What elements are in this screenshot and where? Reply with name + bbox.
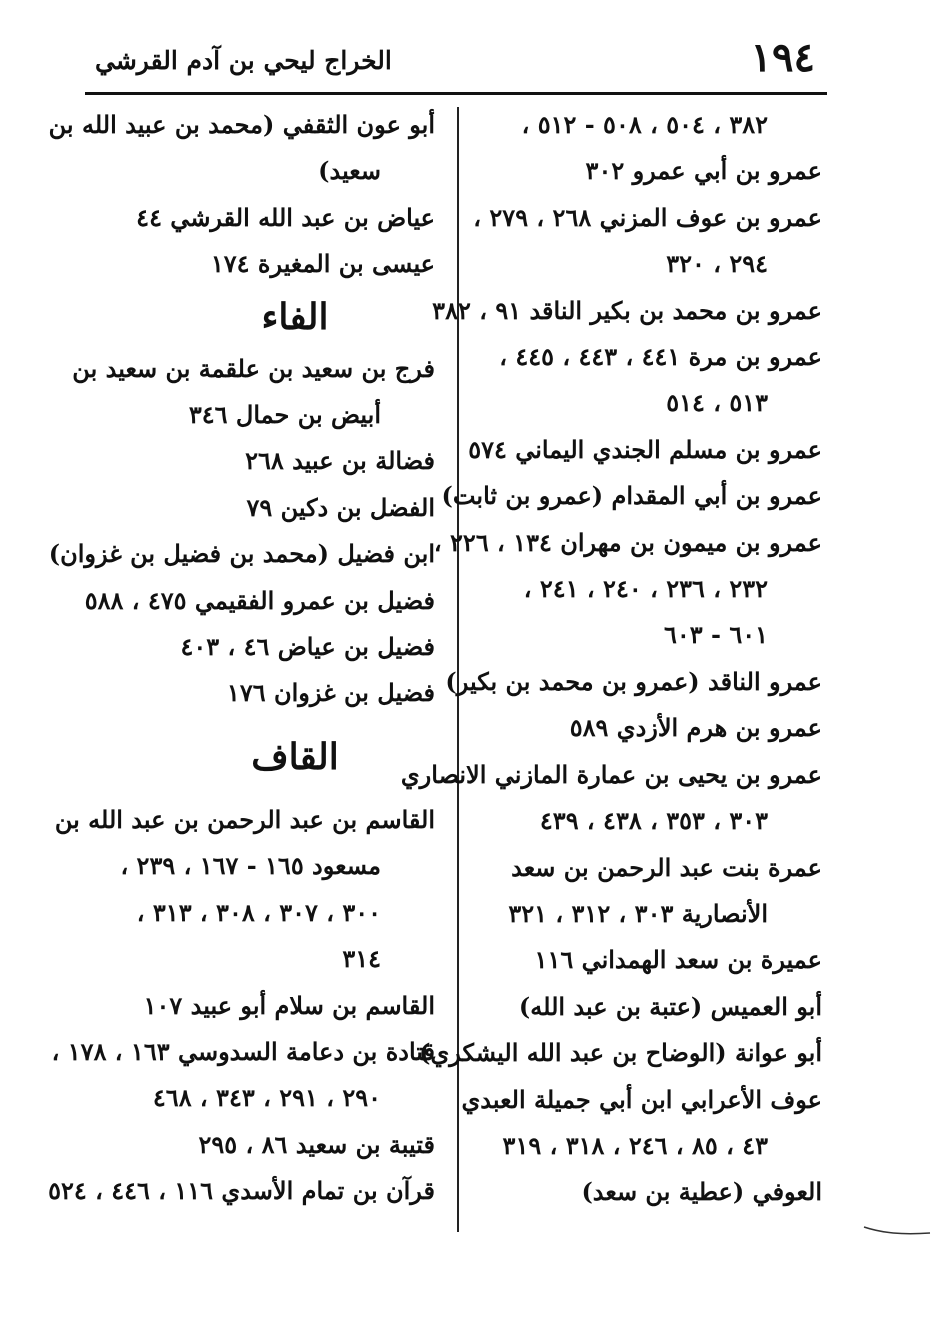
index-entry: عمرو بن محمد بن بكير الناقد ٩١ ، ٣٨٢: [432, 295, 822, 325]
index-entry-continuation: ٣١٤: [342, 944, 381, 974]
index-entry-continuation: ٢٩٠ ، ٢٩١ ، ٣٤٣ ، ٤٦٨: [152, 1083, 381, 1113]
index-entry: عمرو بن أبي عمرو ٣٠٢: [585, 156, 822, 186]
index-entry: فضيل بن غزوان ١٧٦: [226, 678, 435, 708]
header-rule: [85, 92, 827, 95]
index-entry: أبو عون الثقفي (محمد بن عبيد الله بن: [48, 110, 435, 139]
index-entry-continuation: ٣٠٣ ، ٣٥٣ ، ٤٣٨ ، ٤٣٩: [539, 806, 768, 836]
index-entry: قتادة بن دعامة السدوسي ١٦٣ ، ١٧٨ ،: [51, 1036, 435, 1066]
running-title: الخراج ليحي بن آدم القرشي: [95, 46, 392, 75]
index-entry: عمرو بن عوف المزني ٢٦٨ ، ٢٧٩ ،: [473, 202, 822, 232]
index-entry: عميرة بن سعد الهمداني ١١٦: [534, 945, 822, 975]
index-entry-continuation: أبيض بن حمال ٣٤٦: [188, 400, 381, 430]
index-entry-continuation: الأنصارية ٣٠٣ ، ٣١٢ ، ٣٢١: [508, 898, 768, 928]
index-entry: عمرو بن ميمون بن مهران ١٣٤ ، ٢٢٦ ،: [433, 527, 822, 557]
index-entry-continuation: مسعود ١٦٥ - ١٦٧ ، ٢٣٩ ،: [120, 851, 381, 881]
index-entry: فضالة بن عبيد ٢٦٨: [245, 446, 435, 476]
index-entry: عمرو بن أبي المقدام (عمرو بن ثابت): [441, 481, 822, 511]
index-entry: فرج بن سعيد بن علقمة بن سعيد بن: [72, 353, 435, 383]
scan-pen-mark: [862, 1223, 932, 1237]
index-entry-continuation: ٣٠٠ ، ٣٠٧ ، ٣٠٨ ، ٣١٣ ،: [136, 897, 381, 927]
index-entry: فضيل بن عياض ٤٦ ، ٤٠٣: [180, 632, 435, 662]
index-entry: عمرو بن مرة ٤٤١ ، ٤٤٣ ، ٤٤٥ ،: [499, 342, 822, 372]
index-entry-continuation: سعيد): [318, 156, 381, 186]
index-entry: عوف الأعرابي ابن أبي جميلة العبدي: [461, 1084, 822, 1114]
index-entry: عمرو بن يحيى بن عمارة المازني الانصاري: [400, 759, 822, 789]
index-entry: عيسى بن المغيرة ١٧٤: [210, 249, 435, 279]
index-entry: عمرو بن مسلم الجندي اليماني ٥٧٤: [468, 434, 822, 464]
index-entry: عمرو الناقد (عمرو بن محمد بن بكير): [445, 666, 822, 696]
index-column-left: [48, 102, 435, 1215]
index-entry: فضيل بن عمرو الفقيمي ٤٧٥ ، ٥٨٨: [84, 585, 435, 615]
index-entry-continuation: ٣٨٢ ، ٥٠٤ ، ٥٠٨ - ٥١٢ ،: [521, 110, 768, 139]
index-entry: عمرة بنت عبد الرحمن بن سعد: [511, 852, 822, 882]
index-entry: أبو العميس (عتبة بن عبد الله): [518, 991, 822, 1021]
index-entry: عياض بن عبد الله القرشي ٤٤: [136, 202, 435, 232]
index-entry-continuation: ٢٣٢ ، ٢٣٦ ، ٢٤٠ ، ٢٤١ ،: [523, 574, 768, 604]
index-entry: القاسم بن سلام أبو عبيد ١٠٧: [143, 990, 435, 1020]
index-entry: العوفي (عطية بن سعد): [581, 1177, 822, 1207]
index-entry-continuation: ٥١٣ ، ٥١٤: [666, 388, 768, 418]
section-heading: الفاء: [261, 295, 329, 338]
index-entry: القاسم بن عبد الرحمن بن عبد الله بن: [54, 804, 435, 834]
index-entry-continuation: ٢٩٤ ، ٣٢٠: [666, 249, 768, 279]
page-header: [85, 30, 825, 92]
index-entry-continuation: ٦٠١ - ٦٠٣: [663, 620, 768, 650]
page-number: ١٩٤: [750, 34, 815, 81]
index-entry: أبو عوانة (الوضاح بن عبد الله اليشكري): [419, 1038, 822, 1068]
index-entry: الفضل بن دكين ٧٩: [246, 492, 435, 522]
index-entry: ابن فضيل (محمد بن فضيل بن غزوان): [48, 539, 435, 569]
index-entry: قرآن بن تمام الأسدي ١١٦ ، ٤٤٦ ، ٥٢٤: [48, 1176, 435, 1206]
index-entry: عمرو بن هرم الأزدي ٥٨٩: [569, 713, 822, 743]
index-column-right: [400, 102, 822, 1216]
index-entry-continuation: ٤٣ ، ٨٥ ، ٢٤٦ ، ٣١٨ ، ٣١٩: [502, 1130, 768, 1160]
section-heading: القاف: [251, 735, 339, 778]
index-entry: قتيبة بن سعيد ٨٦ ، ٢٩٥: [198, 1129, 435, 1159]
